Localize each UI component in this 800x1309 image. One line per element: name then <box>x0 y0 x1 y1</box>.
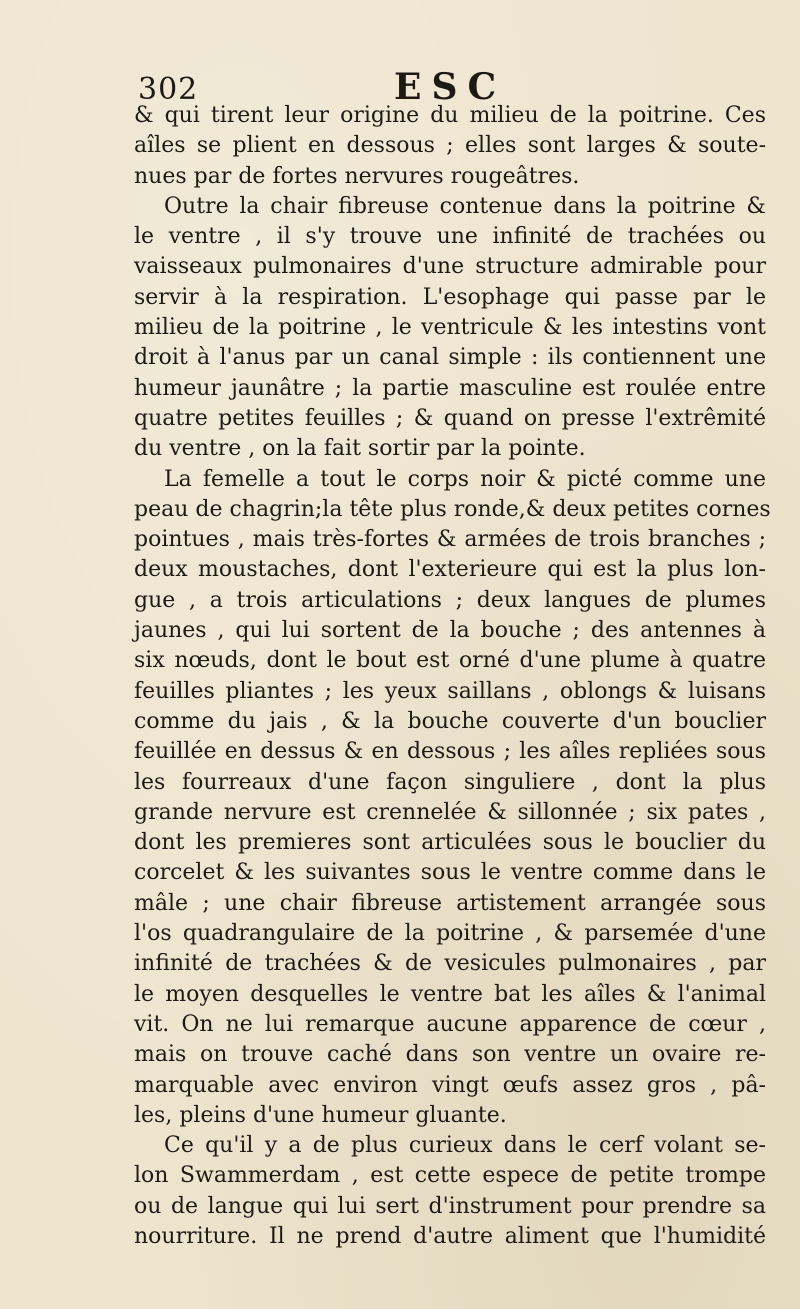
text-line: mâle ; une chair fibreuse artistement arrangée sous <box>134 890 766 916</box>
text-line: nourriture. Il ne prend d'autre aliment que l'humidité <box>134 1223 766 1249</box>
text-line: milieu de la poitrine , le ventricule & les intestins vont <box>134 315 766 341</box>
text-line: les, pleins d'une humeur gluante. <box>134 1102 507 1128</box>
text-line: feuillée en dessus & en dessous ; les aîles repliées sous <box>134 739 766 765</box>
text-line: infinité de trachées & de vesicules pulmonaires , par <box>134 951 766 977</box>
text-line: & qui tirent leur origine du milieu de la poitrine. Ces <box>134 103 766 128</box>
text-line: quatre petites feuilles ; & quand on presse l'extrêmité <box>134 405 766 431</box>
text-line: gue , a trois articulations ; deux langues de plumes <box>134 587 766 613</box>
text-line: feuilles pliantes ; les yeux saillans , oblongs & luisans <box>134 678 766 704</box>
text-line: nues par de fortes nervures rougeâtres. <box>134 163 580 189</box>
text-line: ou de langue qui lui sert d'instrument pour prendre sa <box>134 1193 766 1219</box>
text-line: le ventre , il s'y trouve une infinité de trachées ou <box>134 224 766 250</box>
text-line: deux moustaches, dont l'exterieure qui est la plus lon- <box>134 557 766 583</box>
text-line: servir à la respiration. L'esophage qui passe par le <box>134 284 766 310</box>
paragraph-start-line: La femelle a tout le corps noir & picté comme une <box>164 466 766 492</box>
text-line: corcelet & les suivantes sous le ventre comme dans le <box>134 860 766 886</box>
body-text <box>134 101 771 1252</box>
text-line: le moyen desquelles le ventre bat les aîles & l'animal <box>134 981 766 1007</box>
text-line: peau de chagrin;la tête plus ronde,& deux petites cornes <box>134 496 771 522</box>
text-line: jaunes , qui lui sortent de la bouche ; des antennes à <box>134 618 766 644</box>
text-line: pointues , mais très-fortes & armées de trois branches ; <box>134 527 766 553</box>
text-line: dont les premieres sont articulées sous le bouclier du <box>134 830 766 856</box>
text-line: du ventre , on la fait sortir par la pointe. <box>134 436 586 462</box>
text-line: grande nervure est crennelée & sillonnée ; six pates , <box>134 799 766 825</box>
page-number: 302 <box>138 72 199 107</box>
paragraph-start-line: Outre la chair fibreuse contenue dans la poitrine & <box>164 193 766 219</box>
text-line: les fourreaux d'une façon singuliere , dont la plus <box>134 769 766 795</box>
text-line: vaisseaux pulmonaires d'une structure admirable pour <box>134 254 766 280</box>
text-line: droit à l'anus par un canal simple : ils contiennent une <box>134 345 766 371</box>
text-line: comme du jais , & la bouche couverte d'un bouclier <box>134 708 766 734</box>
text-line: mais on trouve caché dans son ventre un ovaire re- <box>134 1042 766 1068</box>
text-line: six nœuds, dont le bout est orné d'une plume à quatre <box>134 648 766 674</box>
text-line: marquable avec environ vingt œufs assez gros , pâ- <box>134 1072 766 1098</box>
text-line: vit. On ne lui remarque aucune apparence de cœur , <box>134 1011 766 1037</box>
paragraph-start-line: Ce qu'il y a de plus curieux dans le cerf volant se- <box>164 1133 766 1159</box>
text-line: humeur jaunâtre ; la partie masculine est roulée entre <box>134 375 766 401</box>
text-line: lon Swammerdam , est cette espece de petite trompe <box>134 1163 766 1189</box>
running-head: ESC <box>394 66 507 108</box>
text-line: aîles se plient en dessous ; elles sont larges & soute- <box>134 133 766 159</box>
text-line: l'os quadrangulaire de la poitrine , & parsemée d'une <box>134 921 766 947</box>
